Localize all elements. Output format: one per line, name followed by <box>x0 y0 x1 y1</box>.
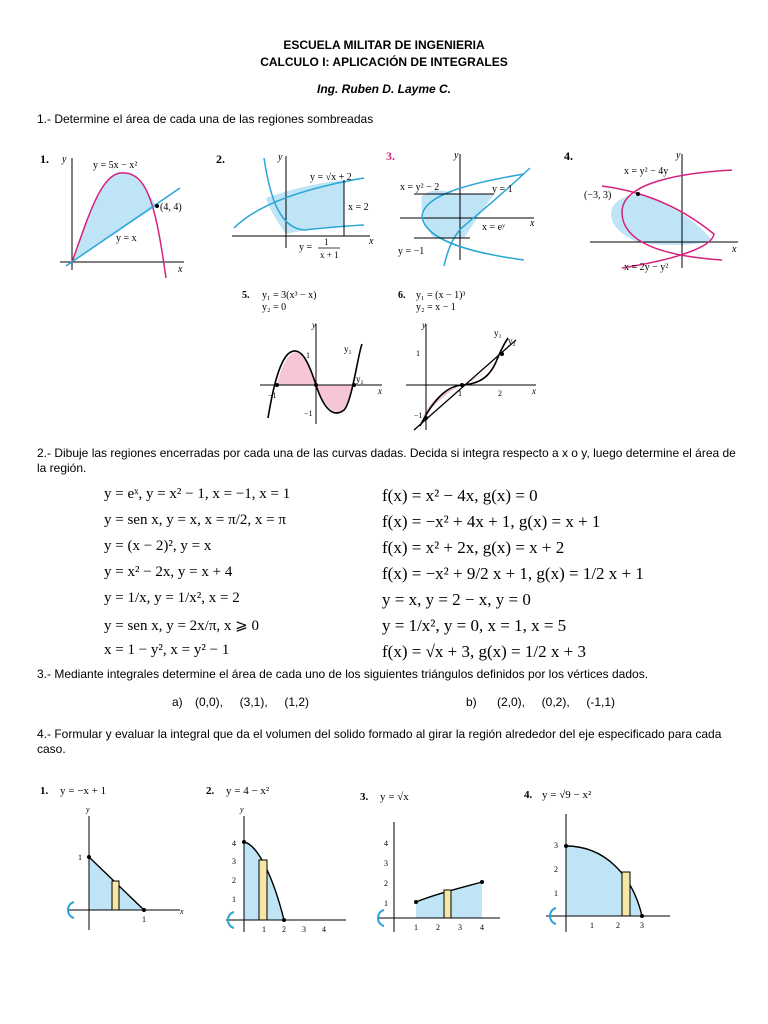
svg-text:2: 2 <box>616 921 620 930</box>
school-title: ESCUELA MILITAR DE INGENIERIA <box>283 38 485 52</box>
question-3: 3.- Mediante integrales determine el área de cada uno de los siguientes triángulos definidos por los vértices dados. <box>37 667 649 681</box>
q1-figure-2 <box>214 148 374 268</box>
q3-a-label: a) <box>172 695 183 709</box>
equation: x = 1 − y², x = y² − 1 <box>104 642 230 658</box>
equation: y = 1/x, y = 1/x², x = 2 <box>104 590 240 606</box>
svg-text:x: x <box>369 236 374 247</box>
svg-text:y: y <box>454 150 459 161</box>
svg-text:x: x <box>530 218 535 229</box>
q4-figure-1 <box>40 780 190 940</box>
svg-text:y = −x + 1: y = −x + 1 <box>60 785 107 797</box>
svg-text:4: 4 <box>480 923 484 932</box>
equation: y = x, y = 2 − x, y = 0 <box>382 590 531 609</box>
svg-text:−1: −1 <box>268 391 277 400</box>
equation: y = sen x, y = x, x = π/2, x = π <box>104 512 286 528</box>
svg-text:1: 1 <box>142 915 146 924</box>
svg-text:5.: 5. <box>242 290 250 301</box>
equation: y = 1/x², y = 0, x = 1, x = 5 <box>382 616 567 635</box>
svg-text:y₁ = 3(x³ − x): y₁ = 3(x³ − x) <box>262 290 317 301</box>
svg-text:2: 2 <box>436 923 440 932</box>
svg-text:y = x: y = x <box>116 233 137 244</box>
equation: f(x) = x² + 2x, g(x) = x + 2 <box>382 538 565 557</box>
svg-text:3: 3 <box>302 925 306 934</box>
question-4: 4.- Formular y evaluar la integral que da el volumen del solido formado al girar la región alrededor del eje especificado para cada caso. <box>37 727 722 756</box>
svg-text:y = 1: y = 1 <box>492 184 513 195</box>
author: Ing. Ruben D. Layme C. <box>316 82 451 96</box>
figure-number: 1. <box>40 152 49 166</box>
equation: y = sen x, y = 2x/π, x ⩾ 0 <box>104 618 259 634</box>
svg-text:x: x <box>180 907 184 916</box>
svg-text:x = y² − 2: x = y² − 2 <box>400 182 440 193</box>
svg-text:2.: 2. <box>216 152 225 166</box>
q3-a-points: (0,0), (3,1), (1,2) <box>195 695 310 709</box>
q4-figure-2 <box>206 780 356 940</box>
equation: f(x) = x² − 4x, g(x) = 0 <box>382 486 538 505</box>
svg-text:−1: −1 <box>414 411 423 420</box>
svg-text:x: x <box>378 386 382 396</box>
svg-text:x = 2y − y²: x = 2y − y² <box>624 262 669 273</box>
svg-text:1: 1 <box>78 853 82 862</box>
svg-text:y = 4 − x²: y = 4 − x² <box>226 785 270 797</box>
svg-text:y₁: y₁ <box>494 328 502 338</box>
svg-text:3: 3 <box>384 859 388 868</box>
svg-text:6.: 6. <box>398 290 406 301</box>
svg-text:y = √x + 2: y = √x + 2 <box>310 172 352 183</box>
svg-text:x = 2: x = 2 <box>348 202 369 213</box>
equation: f(x) = −x² + 9/2 x + 1, g(x) = 1/2 x + 1 <box>382 564 644 583</box>
svg-text:x = y² − 4y: x = y² − 4y <box>624 166 669 177</box>
svg-text:y: y <box>422 320 426 330</box>
svg-text:−1: −1 <box>304 409 313 418</box>
svg-text:1: 1 <box>324 237 329 247</box>
svg-text:3: 3 <box>640 921 644 930</box>
svg-text:y: y <box>278 152 283 163</box>
svg-text:4.: 4. <box>524 789 533 801</box>
svg-text:3.: 3. <box>386 149 395 163</box>
svg-text:1: 1 <box>416 349 420 358</box>
question-1: 1.- Determine el área de cada una de las regiones sombreadas <box>37 112 374 126</box>
q3-b-points: (2,0), (0,2), (-1,1) <box>497 695 616 709</box>
equation: y = x² − 2x, y = x + 4 <box>104 564 233 580</box>
svg-text:4: 4 <box>384 839 388 848</box>
svg-text:y = √9 − x²: y = √9 − x² <box>542 789 592 801</box>
svg-text:4: 4 <box>232 839 236 848</box>
svg-text:4: 4 <box>322 925 326 934</box>
svg-text:x: x <box>178 264 183 275</box>
svg-text:2: 2 <box>554 865 558 874</box>
equation: y = eˣ, y = x² − 1, x = −1, x = 1 <box>104 486 291 502</box>
svg-text:y =: y = <box>299 242 313 253</box>
equation: f(x) = −x² + 4x + 1, g(x) = x + 1 <box>382 512 601 531</box>
svg-text:2: 2 <box>282 925 286 934</box>
svg-text:y₂ = 0: y₂ = 0 <box>262 302 287 313</box>
equation: f(x) = √x + 3, g(x) = 1/2 x + 3 <box>382 642 586 661</box>
svg-text:1: 1 <box>384 899 388 908</box>
q1-figure-1 <box>38 148 193 278</box>
svg-text:1: 1 <box>554 889 558 898</box>
svg-text:y: y <box>240 805 244 814</box>
svg-text:x = eʸ: x = eʸ <box>482 222 506 233</box>
svg-text:3: 3 <box>232 857 236 866</box>
svg-text:4.: 4. <box>564 149 573 163</box>
svg-text:y = √x: y = √x <box>380 791 409 803</box>
q1-figure-6 <box>396 284 546 434</box>
svg-text:y: y <box>312 320 316 330</box>
svg-text:3.: 3. <box>360 791 369 803</box>
course-title: CALCULO I: APLICACIÓN DE INTEGRALES <box>260 55 508 69</box>
svg-text:1: 1 <box>306 351 310 360</box>
svg-text:2: 2 <box>232 876 236 885</box>
svg-text:2: 2 <box>498 389 502 398</box>
equation: y = (x − 2)², y = x <box>104 538 212 554</box>
svg-text:y₁ = (x − 1)³: y₁ = (x − 1)³ <box>416 290 466 301</box>
svg-text:y = 5x − x²: y = 5x − x² <box>93 160 138 171</box>
q4-figure-3 <box>360 786 510 946</box>
q3-b-label: b) <box>466 695 477 709</box>
q4-figure-4 <box>524 784 684 944</box>
svg-text:1: 1 <box>458 389 462 398</box>
svg-text:1: 1 <box>232 895 236 904</box>
svg-text:y₂ = x − 1: y₂ = x − 1 <box>416 302 456 313</box>
svg-text:1.: 1. <box>40 785 49 797</box>
svg-text:3: 3 <box>554 841 558 850</box>
q1-figure-3 <box>384 148 544 268</box>
svg-text:y₂: y₂ <box>356 374 364 384</box>
question-2: 2.- Dibuje las regiones encerradas por cada una de las curvas dadas. Decida si integra respecto a x o y, luego determine el área de la región. <box>37 446 736 475</box>
q1-figure-4 <box>562 148 742 278</box>
svg-text:2.: 2. <box>206 785 215 797</box>
svg-text:2: 2 <box>384 879 388 888</box>
svg-text:y: y <box>62 154 67 165</box>
svg-text:x: x <box>532 386 536 396</box>
svg-text:y: y <box>86 805 90 814</box>
svg-text:1: 1 <box>262 925 266 934</box>
svg-text:y₁: y₁ <box>344 344 352 354</box>
q2-left-list <box>104 486 290 668</box>
svg-text:3: 3 <box>458 923 462 932</box>
q2-right-list <box>382 486 644 668</box>
svg-text:1: 1 <box>414 923 418 932</box>
svg-text:x + 1: x + 1 <box>320 250 339 260</box>
q1-figure-5 <box>240 284 390 434</box>
svg-text:x: x <box>732 244 737 255</box>
svg-text:y = −1: y = −1 <box>398 246 425 257</box>
svg-text:(−3, 3): (−3, 3) <box>584 190 612 201</box>
svg-text:y₂: y₂ <box>508 336 516 346</box>
svg-text:(4, 4): (4, 4) <box>160 202 182 213</box>
svg-text:y: y <box>676 150 681 161</box>
svg-text:1: 1 <box>590 921 594 930</box>
